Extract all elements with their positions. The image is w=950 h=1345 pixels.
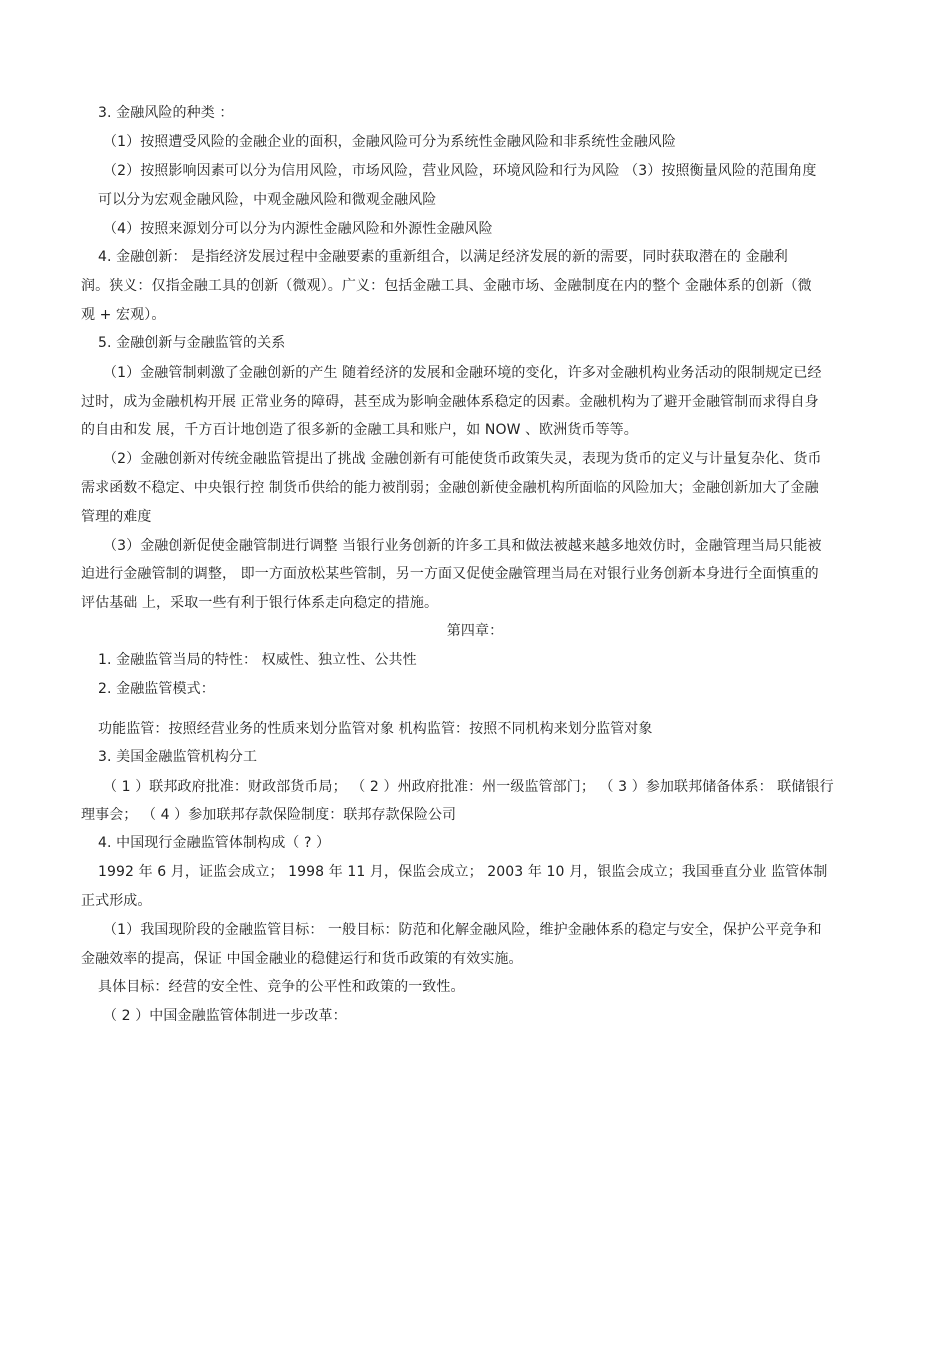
list-item: 1. 金融监管当局的特性： 权威性、独立性、公共性 xyxy=(98,652,417,668)
paragraph-line: 功能监管：按照经营业务的性质来划分监管对象 机构监管：按照不同机构来划分监管对象 xyxy=(98,721,653,737)
paragraph-line: （ 1 ）联邦政府批准：财政部货币局； （ 2 ）州政府批准：州一级监管部门； （ 3 ）参加联邦储备体系： 联储银行 xyxy=(103,779,834,795)
paragraph-line: 润。狭义：仅指金融工具的创新（微观）。广义：包括金融工具、金融市场、金融制度在内的整个 金融体系的创新（微 xyxy=(81,278,812,294)
list-item: 2. 金融监管模式： xyxy=(98,681,215,697)
paragraph-line: （1）金融管制刺激了金融创新的产生 随着经济的发展和金融环境的变化，许多对金融机构业务活动的限制规定已经 xyxy=(103,365,822,381)
paragraph-line: （ 2 ）中国金融监管体制进一步改革： xyxy=(103,1008,347,1024)
paragraph-line: （2）金融创新对传统金融监管提出了挑战 金融创新有可能使货币政策失灵，表现为货币的定义与计量复杂化、货币 xyxy=(103,451,822,467)
heading-financial-innovation: 4. 金融创新： 是指经济发展过程中金融要素的重新组合，以满足经济发展的新的需要，同时获取潜在的 金融利 xyxy=(98,249,788,265)
paragraph-line: 的自由和发 展，千方百计地创造了很多新的金融工具和账户，如 NOW 、欧洲货币等等。 xyxy=(81,422,638,438)
paragraph-line: 1992 年 6 月，证监会成立； 1998 年 11 月，保监会成立； 2003 年 10 月，银监会成立；我国垂直分业 监管体制 xyxy=(98,864,828,880)
paragraph-line: 管理的难度 xyxy=(81,509,152,525)
paragraph-line: 过时，成为金融机构开展 正常业务的障碍，甚至成为影响金融体系稳定的因素。金融机构为了避开金融管制而求得自身 xyxy=(81,394,819,410)
paragraph-line: 需求函数不稳定、中央银行控 制货币供给的能力被削弱；金融创新使金融机构所面临的风险加大；金融创新加大了金融 xyxy=(81,480,819,496)
paragraph-line: 金融效率的提高，保证 中国金融业的稳健运行和货币政策的有效实施。 xyxy=(81,951,523,967)
paragraph-line: 迫进行金融管制的调整， 即一方面放松某些管制，另一方面又促使金融管理当局在对银行业务创新本身进行全面慎重的 xyxy=(81,566,819,582)
paragraph-line: （1）我国现阶段的金融监管目标： 一般目标：防范和化解金融风险，维护金融体系的稳定与安全，保护公平竞争和 xyxy=(103,922,822,938)
heading-innovation-regulation: 5. 金融创新与金融监管的关系 xyxy=(98,335,286,351)
list-item: 4. 中国现行金融监管体制构成（ ? ） xyxy=(98,835,331,851)
paragraph-line: （1）按照遭受风险的金融企业的面积，金融风险可分为系统性金融风险和非系统性金融风险 xyxy=(103,134,677,150)
paragraph-line: 评估基础 上，采取一些有利于银行体系走向稳定的措施。 xyxy=(81,595,439,611)
paragraph-line: 理事会； （ 4 ）参加联邦存款保险制度：联邦存款保险公司 xyxy=(81,807,457,823)
paragraph-line: 正式形成。 xyxy=(81,893,152,909)
paragraph-line: （4）按照来源划分可以分为内源性金融风险和外源性金融风险 xyxy=(103,221,493,237)
chapter-heading: 第四章： xyxy=(446,623,504,639)
list-item: 3. 美国金融监管机构分工 xyxy=(98,749,258,765)
heading-risk-types: 3. 金融风险的种类 ： xyxy=(98,105,234,121)
paragraph-line: （2）按照影响因素可以分为信用风险，市场风险，营业风险，环境风险和行为风险 （3）按照衡量风险的范围角度 xyxy=(103,163,817,179)
paragraph-line: 可以分为宏观金融风险，中观金融风险和微观金融风险 xyxy=(98,192,437,208)
paragraph-line: 观 + 宏观）。 xyxy=(81,307,166,323)
paragraph-line: （3）金融创新促使金融管制进行调整 当银行业务创新的许多工具和做法被越来越多地效仿时，金融管理当局只能被 xyxy=(103,538,822,554)
paragraph-line: 具体目标：经营的安全性、竞争的公平性和政策的一致性。 xyxy=(98,979,465,995)
